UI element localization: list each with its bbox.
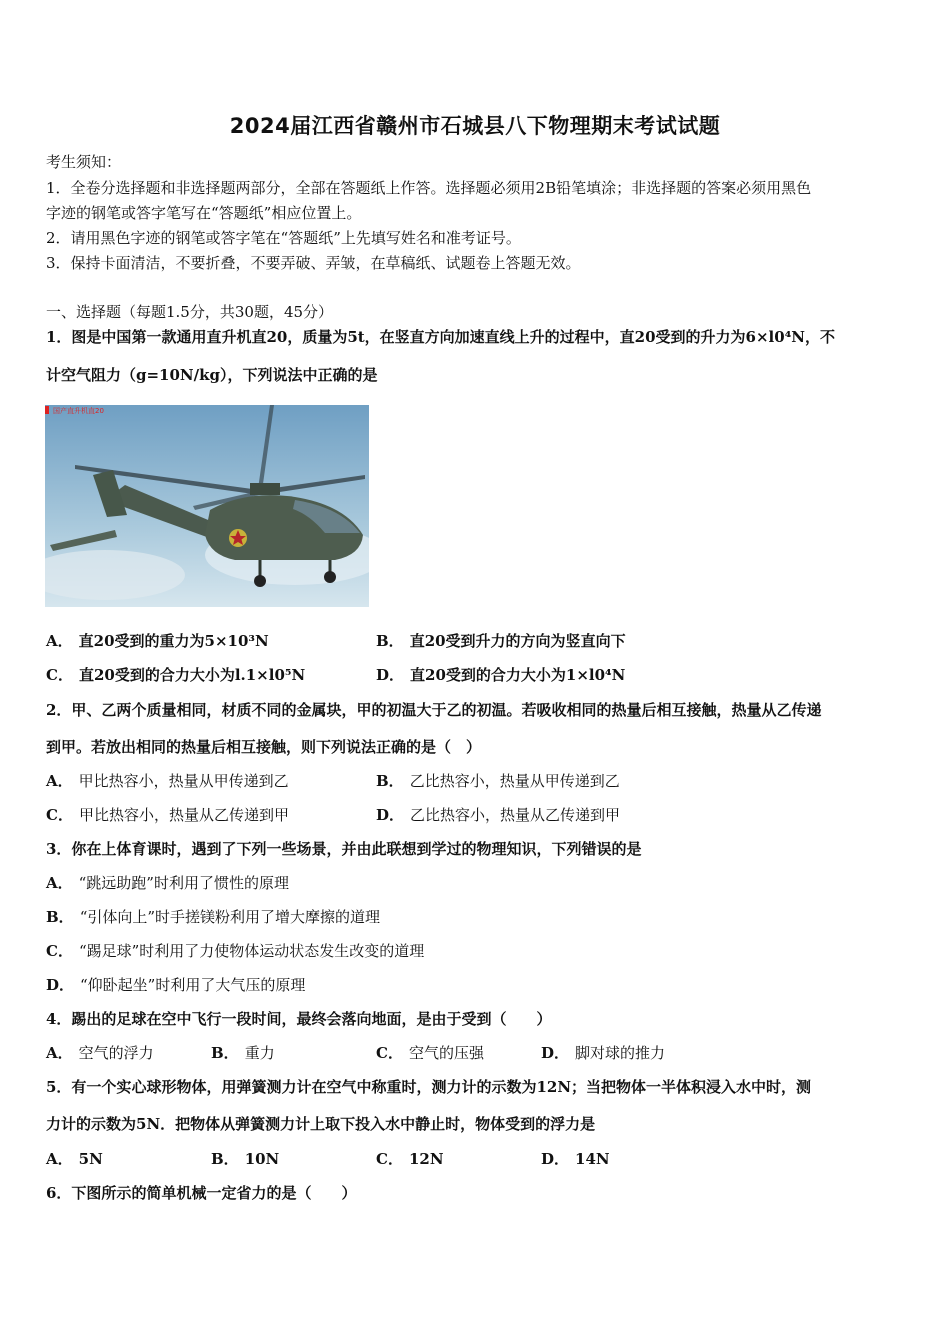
notice-item-1: 1．全卷分选择题和非选择题两部分，全部在答题纸上作答。选择题必须用2B铅笔填涂；非选择题的答案必须用黑色	[46, 179, 812, 197]
option-label: B．	[46, 908, 74, 926]
option-text: 乙比热容小，热量从乙传递到甲	[410, 806, 621, 824]
page-title: 2024届江西省赣州市石城县八下物理期末考试试题	[229, 114, 721, 138]
option-text: “踢足球”时利用了力使物体运动状态发生改变的道理	[78, 942, 425, 960]
option-text: 5N	[78, 1150, 103, 1168]
option-label: C．	[46, 942, 73, 960]
option-text: 空气的压强	[408, 1044, 484, 1062]
option-text: 甲比热容小，热量从甲传递到乙	[78, 772, 289, 790]
helicopter-illustration	[45, 405, 369, 607]
q3-stem-line1: 3．你在上体育课时，遇到了下列一些场景，并由此联想到学过的物理知识，下列错误的是	[46, 840, 642, 858]
q5-option-b[interactable]	[211, 1149, 279, 1169]
q4-option-d[interactable]	[541, 1043, 665, 1063]
q2-stem-line2: 到甲。若放出相同的热量后相互接触，则下列说法正确的是（ ）	[46, 738, 482, 756]
q3-option-d[interactable]	[46, 975, 305, 995]
q2-option-d[interactable]	[376, 805, 620, 825]
option-label: D．	[376, 666, 405, 684]
option-label: C．	[46, 806, 73, 824]
q5-stem-line1: 5．有一个实心球形物体，用弹簧测力计在空气中称重时，测力计的示数为12N；当把物体一半体积浸入水中时，测	[46, 1078, 812, 1096]
option-text: 12N	[408, 1150, 444, 1168]
section-heading: 一、选择题（每题1.5分，共30题，45分）	[46, 303, 334, 321]
q5-option-d[interactable]	[541, 1149, 610, 1169]
q3-option-a[interactable]	[46, 873, 289, 893]
q2-option-a[interactable]	[46, 771, 289, 791]
q1-option-a[interactable]	[46, 631, 269, 651]
notice-heading: 考生须知：	[46, 153, 122, 171]
option-label: B．	[211, 1150, 239, 1168]
option-label: A．	[46, 772, 73, 790]
q6-stem-line1: 6．下图所示的简单机械一定省力的是（ ）	[46, 1184, 357, 1202]
q1-stem-line1: 1．图是中国第一款通用直升机直20，质量为5t，在竖直方向加速直线上升的过程中，直20受到的升力为6×l0⁴N，不	[46, 328, 835, 346]
option-text: 甲比热容小，热量从乙传递到甲	[78, 806, 289, 824]
q5-stem-line2: 力计的示数为5N．把物体从弹簧测力计上取下投入水中静止时，物体受到的浮力是	[46, 1115, 596, 1133]
option-label: D．	[376, 806, 405, 824]
option-text: 乙比热容小，热量从甲传递到乙	[409, 772, 620, 790]
option-text: 直20受到的合力大小为l.1×l0⁵N	[78, 666, 306, 684]
option-text: 直20受到的重力为5×10³N	[78, 632, 269, 650]
option-text: 空气的浮力	[78, 1044, 154, 1062]
option-label: B．	[376, 632, 404, 650]
helicopter-photo	[45, 405, 369, 607]
q4-stem-line1: 4．踢出的足球在空中飞行一段时间，最终会落向地面，是由于受到（ ）	[46, 1010, 552, 1028]
option-text: “跳远助跑”时利用了惯性的原理	[78, 874, 289, 892]
option-label: D．	[541, 1044, 570, 1062]
option-label: A．	[46, 632, 73, 650]
q1-option-b[interactable]	[376, 631, 626, 651]
option-label: B．	[376, 772, 404, 790]
q3-option-b[interactable]	[46, 907, 380, 927]
photo-caption: 国产直升机直20	[53, 407, 104, 415]
q3-option-c[interactable]	[46, 941, 424, 961]
option-text: 直20受到的合力大小为1×l0⁴N	[410, 666, 626, 684]
q1-option-c[interactable]	[46, 665, 305, 685]
q2-stem-line1: 2．甲、乙两个质量相同，材质不同的金属块，甲的初温大于乙的初温。若吸收相同的热量后相互接触，热量从乙传递	[46, 701, 822, 719]
q4-option-c[interactable]	[376, 1043, 484, 1063]
option-text: 重力	[244, 1044, 275, 1062]
notice-item-1-cont: 字迹的钢笔或答字笔写在“答题纸”相应位置上。	[46, 204, 362, 222]
q4-option-a[interactable]	[46, 1043, 154, 1063]
notice-item-3: 3．保持卡面清洁，不要折叠，不要弄破、弄皱，在草稿纸、试题卷上答题无效。	[46, 254, 581, 272]
option-label: C．	[376, 1044, 403, 1062]
option-label: A．	[46, 874, 73, 892]
option-text: 10N	[244, 1150, 280, 1168]
option-label: D．	[46, 976, 75, 994]
q4-option-b[interactable]	[211, 1043, 275, 1063]
notice-item-2: 2．请用黑色字迹的钢笔或答字笔在“答题纸”上先填写姓名和准考证号。	[46, 229, 521, 247]
option-label: A．	[46, 1044, 73, 1062]
option-text: 直20受到升力的方向为竖直向下	[409, 632, 626, 650]
q1-option-d[interactable]	[376, 665, 625, 685]
option-text: 14N	[575, 1150, 610, 1168]
q5-option-a[interactable]	[46, 1149, 103, 1169]
q5-option-c[interactable]	[376, 1149, 444, 1169]
q2-option-c[interactable]	[46, 805, 289, 825]
option-label: C．	[46, 666, 73, 684]
option-text: “引体向上”时手搓镁粉利用了增大摩擦的道理	[79, 908, 381, 926]
option-text: 脚对球的推力	[575, 1044, 666, 1062]
option-label: A．	[46, 1150, 73, 1168]
q1-stem-line2: 计空气阻力（g=10N/kg），下列说法中正确的是	[46, 366, 378, 384]
option-label: D．	[541, 1150, 570, 1168]
q2-option-b[interactable]	[376, 771, 620, 791]
option-label: B．	[211, 1044, 239, 1062]
option-label: C．	[376, 1150, 403, 1168]
option-text: “仰卧起坐”时利用了大气压的原理	[80, 976, 306, 994]
